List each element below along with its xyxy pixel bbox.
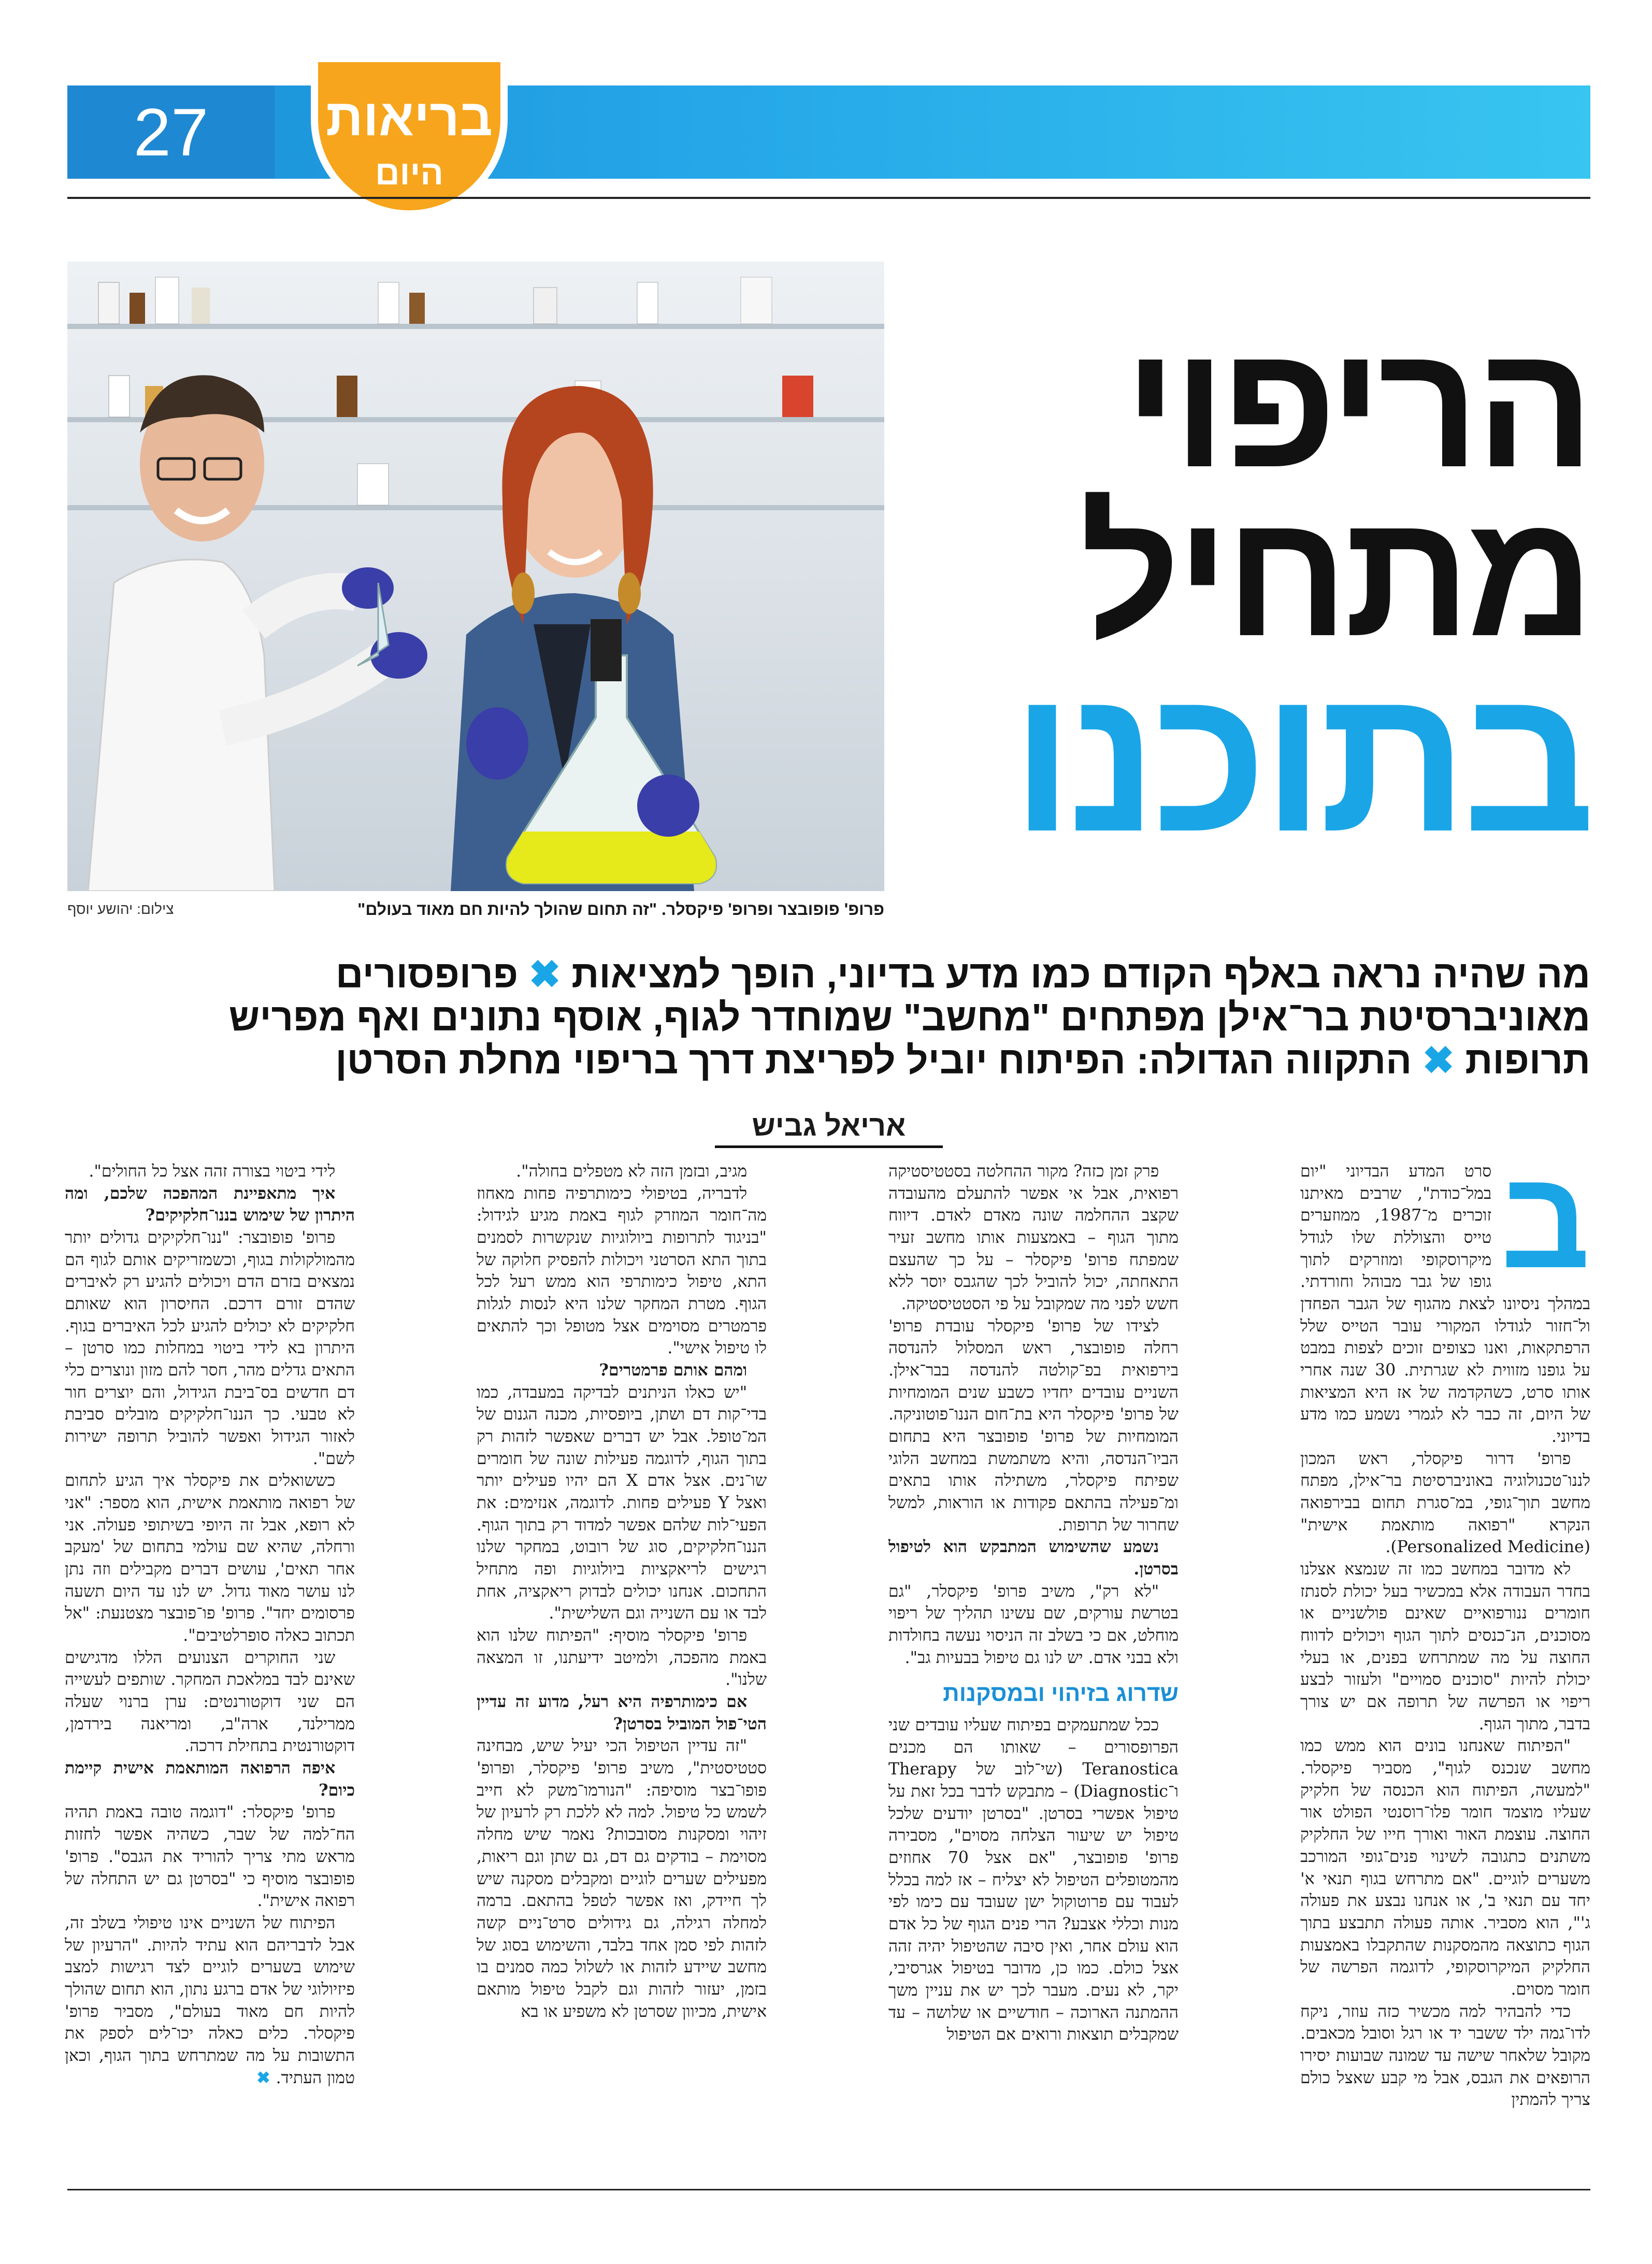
headline xyxy=(912,307,1590,875)
article-paragraph: פרופ' פופובצר: "ננו־חלקיקים גדולים יותר מהמולקולות בגוף, וכשמזריקים אותם לגוף הם נמצאים בזרם הדם ויכולים להגיע רק לאיברים שהדם זורם דרכם. החיסרון הוא שאותם חלקיקים לא יכולים להגיע לכל האיברים בגוף. היתרון בא לידי ביטוי במחלות כמו סרטן – התאים גדלים מהר, חסר להם מזון ונוצרים כלי דם חדשים בס־ביבת הגידול, והם יוצרים חור לא טבעי. כך הננו־חלקיקים מובלים סביבת לאזור הגידול ואפשר להוביל תרופה ישירות לשם". xyxy=(65,1228,355,1468)
interview-question: נשמע שהשימוש המתבקש הוא לטיפול בסרטן. xyxy=(888,1537,1179,1579)
photo-credit: צילום: יהושע יוסף xyxy=(67,901,174,917)
article-column-3 xyxy=(477,1160,767,2176)
section-logo xyxy=(300,62,518,218)
headline-line1: הריפוי xyxy=(1124,307,1590,504)
article-paragraph: "לא רק", משיב פרופ' פיקסלר, "גם בטרשת עורקים, שם עשינו תהליך של ריפוי מוחלט, אם כי בשלב זה הניסוי נעשה בחולדות ולא בבני אדם. יש לנו גם טיפול בבעיות גב". xyxy=(888,1582,1179,1667)
article-paragraph: כדי להבהיר למה מכשיר כזה עוזר, ניקח לדו־גמה ילד ששבר יד או רגל וסובל מכאבים. מקובל שלאחר שישה עד שמונה שבועות יסירו הרופאים את הגבס, אבל מי קבע שאצל כולם צריך להמתין xyxy=(1300,2002,1590,2110)
logo-line2: היום xyxy=(375,153,443,192)
lab-photo-illustration xyxy=(67,262,884,891)
article-body xyxy=(67,1160,1590,2176)
article-column-2 xyxy=(888,1160,1179,2176)
footer-rule xyxy=(67,2189,1590,2190)
lead-photo xyxy=(67,262,884,891)
article-paragraph: "הפיתוח שאנחנו בונים הוא ממש כמו מחשב שנכנס לגוף", מסביר פיקסלר. "למעשה, הפיתוח הוא הכנסה של חלקיק שעליו מוצמד חומר פלו־רוסנטי הפולט אור החוצה. עוצמת האור ואורך חייו של החלקיק משתנים כתגובה לשינוי פנים־גופי המורכב משערים לוגיים. "אם מתרחש בגוף תנאי א' יחד עם תנאי ב', או אנחנו נבצע את פעולה ג'", הוא מסביר. אותה פעולה תתבצע בתוך הגוף כתוצאה מהמסקנות שהתקבלו באמצעות החלקיק המיקרוסקופי, לדוגמה הפרשה של חומר מסוים. xyxy=(1300,1737,1590,1999)
logo-line1: בריאות xyxy=(326,89,493,147)
end-mark-icon: ✖ xyxy=(256,2068,276,2087)
interview-question: איפה הרפואה המותאמת אישית קיימת כיום? xyxy=(65,1758,355,1800)
x-separator-icon: ✖ xyxy=(1422,1038,1455,1082)
subhead-part2: פרופסורים מאוניברסיטת בר־אילן מפתחים "מחשב" שמוחדר לגוף, אוסף נתונים ואף מפריש תרופות xyxy=(228,953,1590,1082)
subhead-part3: התקווה הגדולה: הפיתוח יוביל לפריצת דרך בריפוי מחלת הסרטן xyxy=(335,1038,1412,1082)
interview-question: אם כימותרפיה היא רעל, מדוע זה עדיין הטי־פול המוביל בסרטן? xyxy=(477,1692,767,1733)
article-paragraph: "יש כאלו הניתנים לבדיקה במעבדה, כמו בדי־קות דם ושתן, ביופסיות, מכנה הגנום של המ־טופל. אבל יש דברים שאפשר לזהות רק בתוך הגוף, לדוגמה פעילות שונה של חומרים שו־נים. אצל אדם X הם יהיו פעילים יותר ואצל Y פעילים פחות. לדוגמה, אנזימים: את הפעי־לות שלהם אפשר למדוד רק בתוך הגוף. הננו־חלקיקים, סוג של רובוט, במחקר שלנו רגישים לריאקציות ביולוגיות ופה מתחיל התחכום. אנחנו יכולים לבדוק ריאקציה, אחת לבד או עם השנייה וגם השלישית". xyxy=(477,1383,767,1623)
article-paragraph: ככל שמתעמקים בפיתוח שעליו עובדים שני הפרופסורים – שאותו הם מכנים Teranostica (שי־לוב של Therapy ו־Diagnostic) – מתבקש לדבר בכל זאת על טיפול אפשרי בסרטן. "בסרטן יודעים שלכל טיפול יש שיעור הצלחה מסוים", מסבירה פרופ' פופובצר, "אם אצל 70 אחוזים מהמטופלים הטיפול לא יצליח – אז למה בכלל לעבוד עם פרוטוקול ישן שעובד עם כימו לפי מנות וכללי אצבע? הרי פנים הגוף של כל אדם הוא עולם אחר, ואין סיבה שהטיפול יהיה זהה אצל כולם. כמו כן, מדובר בטיפול אגרסיבי, יקר, לא נעים. מעבר לכך יש את עניין משך ההמתנה הארוכה – חודשיים או שלושה – עד שמקבלים תוצאות ורואים אם הטיפול xyxy=(888,1716,1179,2044)
byline: אריאל גביש xyxy=(715,1109,943,1148)
drop-cap: ב xyxy=(1501,1160,1590,1297)
article-paragraph: פרופ' פיקסלר מוסיף: "הפיתוח שלנו הוא באמת מהפכה, ולמיטב ידיעתנו, זו המצאה שלנו". xyxy=(477,1626,767,1689)
photo-caption: פרופ' פופובצר ופרופ' פיקסלר. "זה תחום שהולך להיות חם מאוד בעולם" xyxy=(357,899,884,919)
headline-line2: מתחיל xyxy=(1080,476,1590,674)
header-bar xyxy=(67,85,1590,179)
article-paragraph: שני החוקרים הצנועים הללו מדגישים שאינם לבד במלאכת המחקר. שותפים לעשייה הם שני דוקטורנטים: ערן ברנוי שעלה ממרילנד, ארה"ב, ומריאנה בירדמן, דוקטורנטית בתחילת דרכה. xyxy=(65,1648,355,1756)
article-paragraph: "זה עדיין הטיפול הכי יעיל שיש, מבחינה סטטיסטית", משיב פרופ' פיקסלר, ופרופ' פופו־בצר מוסיפה: "הנורמו־משק לא חייב לשמש כל טיפול. למה לא ללכת רק לרעיון של זיהוי ומסקנות מסובכות? נאמר שיש מחלה מסוימת – בודקים גם דם, גם שתן וגם ריאות, מפעילים שערים לוגיים ומקבלים מסקנה שיש לך חיידק, ואז אפשר לטפל בהתאם. ברמה למחלה רגילה, גם גידולים סרט־ניים קשה לזהות לפי סמן אחד בלבד, והשימוש בסוג של מחשב שיידע לזהות או לשלול כמה סמנים בו בזמן, יעזור לזהות וגם לקבל טיפול מותאם אישית, מכיוון שסרטן לא משפיע או בא xyxy=(477,1737,767,2021)
article-paragraph: כששואלים את פיקסלר איך הגיע לתחום של רפואה מותאמת אישית, הוא מספר: "אני לא רופא, אבל זה היופי בשיתופי פעולה. אני ורחלה, שהיא שם עולמי בתחום של 'מעקב אחר תאים', עושים דברים מקבילים וזה נתן לנו עושר מאוד גדול. יש לנו עד היום תשעה פרסומים יחד". פרופ' פו־פובצר מצטנעת: "אל תכתוב כאלה סופרלטיבים". xyxy=(65,1471,355,1645)
article-column-1 xyxy=(1300,1160,1590,2176)
article-column-4 xyxy=(65,1160,355,2176)
interview-question: ומהם אותם פרמטרים? xyxy=(599,1360,748,1380)
article-paragraph: לצידו של פרופ' פיקסלר עובדת פרופ' רחלה פופובצר, ראש המסלול להנדסה בירפואית בפ־קולטה להנדסה בבר־אילן. השניים עובדים יחדיו כשבע שנים המומחיות של פרופ' פיקסלר היא בת־חום הננו־פוטוניקה. המומחיות של פרופ' פופובצר היא בתחום הביו־הנדסה, והיא משתמשת במחשב הלוגי שפיתח פיקסלר, משתילה אותו בתאים ומ־פעילה בהתאם פקודות או הוראות, למשל שחרור של תרופות. xyxy=(888,1316,1179,1535)
article-paragraph: סרט המדע הבדיוני "יום במל־כודת", שרבים מאיתנו זוכרים מ־1987, ממוזערים טייס והצוללת שלו לגודל מיקרוסקופי ומוזרקים לתוך גופו של גבר מבוהל וחורדתי. במהלך ניסיונו לצאת מהגוף של הגבר הפחדן ול־חזור לגודלו המקורי עובר הטייס שלל הרפתקאות, ואנו כצופים זוכים לצפות במבט על גופנו מזווית לא שגרתית. 30 שנה אחרי אותו סרט, כשהקדמה של אז היא המציאות של היום, זה כבר לא לגמרי נשמע כמו מדע בדיוני. xyxy=(1300,1162,1590,1446)
article-paragraph: פרופ' דרור פיקסלר, ראש המכון לננו־טכנולוגיה באוניברסיטת בר־אילן, מפתח מחשב תוך־גופי, במ־סגרת תחום בבירפואה הנקרא "רפואה מותאמת אישית" (Personalized Medicine). xyxy=(1300,1449,1590,1557)
subheadline xyxy=(197,953,1590,1082)
subhead-part1: מה שהיה נראה באלף הקודם כמו מדע בדיוני, הופך למציאות xyxy=(571,953,1590,996)
article-paragraph: לא מדובר במחשב כמו זה שנמצא אצלנו בחדר העבודה אלא במכשיר בעל יכולת לסנתז חומרים ננורפואיים שאינם פולשניים או מסוכנים, הנ־כנסים לתוך הגוף ויכולים לדווח החוצה על מה שמתרחש בפנים, או בעלי יכולת להיות "סוכנים סמויים" ולעזור לבצע ריפוי או הפרשה של תרופה אם יש צורך בדבר, מתוך הגוף. xyxy=(1300,1560,1590,1733)
article-paragraph: לידי ביטוי בצורה זהה אצל כל החולים". xyxy=(89,1162,336,1181)
article-paragraph: פרופ' פיקסלר: "דוגמה טובה באמת תהיה הח־למה של שבר, כשהיה אפשר לחזות מראש מתי צריך להוריד את הגבס". פרופ' פופובצר מוסיף כי "בסרטן גם יש התחלה של רפואה אישית". xyxy=(65,1803,355,1911)
article-paragraph: מגיב, ובזמן הזה לא מטפלים בחולה". xyxy=(516,1162,748,1181)
headline-line3: בתוכנו xyxy=(1011,642,1590,875)
interview-question: איך מתאפיינת המהפכה שלכם, ומה היתרון של שימוש בננו־חלקיקים? xyxy=(65,1183,355,1225)
article-paragraph: פרק זמן כזה? מקור ההחלטה בסטטיסטיקה רפואית, אבל אי אפשר להתעלם מהעובדה שקצב ההחלמה שונה מאדם לאדם. דיווח מתוך הגוף – באמצעות אותו מחשב זעיר שמפתח פרופ' פיקסלר – על כך שהעצם התאחתה, יכול להוביל לכך שהגבס יוסר ללא חשש לפני מה שמקובל על פי הסטטיסטיקה. xyxy=(888,1162,1179,1314)
section-heading: שדרוג בזיהוי ובמסקנות xyxy=(943,1681,1179,1707)
page-number: 27 xyxy=(67,85,275,179)
x-separator-icon: ✖ xyxy=(528,953,561,996)
photo-caption-row xyxy=(67,891,884,927)
article-paragraph: לדבריה, בטיפולי כימותרפיה פחות מאחוז מה־חומר המוזרק לגוף באמת מגיע לגידול: "בניגוד לתרופות ביולוגיות שנקשרות לסמנים בתוך התא הסרטני ויכולות להפסיק חלוקה של התא, טיפול כימותרפי הוא ממש רעל לכל הגוף. מטרת המחקר שלנו היא לנסות לגלות פרמטרים מסוימים אצל מטופל וכך להתאים לו טיפול אישי". xyxy=(477,1184,767,1358)
header-rule xyxy=(67,197,1590,199)
article-paragraph: הפיתוח של השניים אינו טיפולי בשלב זה, אבל לדבריהם הוא עתיד להיות. "הרעיון של שימוש בשערים לוגיים לצד רגישות למצב פיזיולוגי של אדם ברגע נתון, הוא תחום שהולך להיות חם מאוד בעולם", מסביר פרופ' פיקסלר. כלים כאלה יכו־לים לספק את התשובות על מה שמתרחש בתוך הגוף, וכאן טמון העתיד. ✖ xyxy=(65,1913,355,2087)
